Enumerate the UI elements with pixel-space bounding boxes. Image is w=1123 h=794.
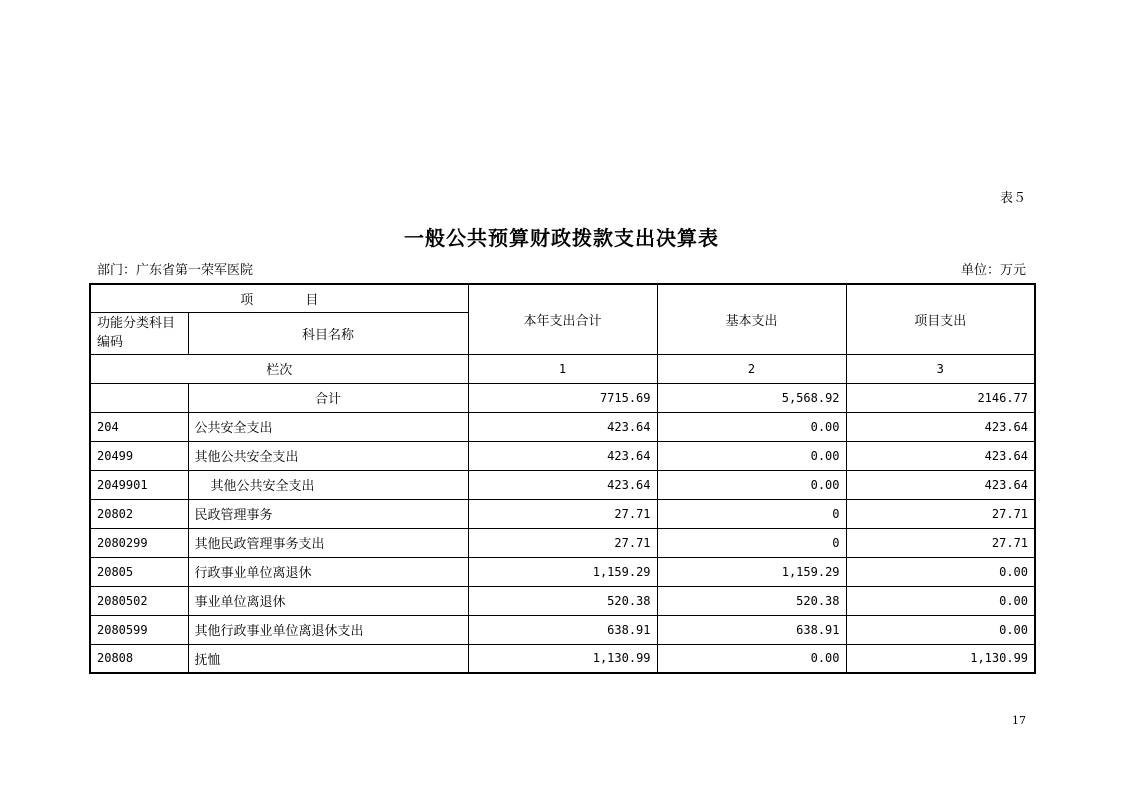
row-basic: 0.00 (657, 644, 846, 673)
row-total: 423.64 (468, 470, 657, 499)
row-code: 204 (90, 412, 188, 441)
total-basic: 5,568.92 (657, 383, 846, 412)
table-row (90, 470, 1035, 499)
row-project: 1,130.99 (846, 644, 1035, 673)
row-code: 2049901 (90, 470, 188, 499)
row-name: 其他行政事业单位离退休支出 (188, 615, 468, 644)
row-name: 抚恤 (188, 644, 468, 673)
row-project: 27.71 (846, 499, 1035, 528)
table-row (90, 528, 1035, 557)
row-total: 1,130.99 (468, 644, 657, 673)
row-project: 423.64 (846, 470, 1035, 499)
sequence-1: 1 (468, 354, 657, 383)
sequence-2: 2 (657, 354, 846, 383)
sequence-3: 3 (846, 354, 1035, 383)
header-basic: 基本支出 (657, 284, 846, 354)
row-total: 27.71 (468, 499, 657, 528)
row-total: 423.64 (468, 441, 657, 470)
table-row (90, 412, 1035, 441)
row-name: 其他民政管理事务支出 (188, 528, 468, 557)
row-code: 20802 (90, 499, 188, 528)
page-title: 一般公共预算财政拨款支出决算表 (404, 226, 719, 250)
row-code: 20499 (90, 441, 188, 470)
department-label: 部门：广东省第一荣军医院 (97, 263, 254, 278)
row-code: 20808 (90, 644, 188, 673)
row-project: 423.64 (846, 412, 1035, 441)
header-code: 功能分类科目编码 (90, 312, 188, 354)
row-total: 520.38 (468, 586, 657, 615)
page-number: 17 (1012, 714, 1026, 727)
row-total: 638.91 (468, 615, 657, 644)
row-basic: 0.00 (657, 441, 846, 470)
row-total: 27.71 (468, 528, 657, 557)
sequence-label: 栏次 (90, 354, 468, 383)
row-total: 1,159.29 (468, 557, 657, 586)
total-total: 7715.69 (468, 383, 657, 412)
table-row (90, 499, 1035, 528)
expenditure-table (89, 283, 1036, 674)
row-name: 其他公共安全支出 (188, 441, 468, 470)
total-project: 2146.77 (846, 383, 1035, 412)
row-basic: 0.00 (657, 412, 846, 441)
row-basic: 520.38 (657, 586, 846, 615)
row-name: 民政管理事务 (188, 499, 468, 528)
header-total: 本年支出合计 (468, 284, 657, 354)
table-row (90, 644, 1035, 673)
row-project: 27.71 (846, 528, 1035, 557)
row-name: 公共安全支出 (188, 412, 468, 441)
table-row (90, 441, 1035, 470)
header-project: 项目支出 (846, 284, 1035, 354)
row-name: 事业单位离退休 (188, 586, 468, 615)
row-code: 20805 (90, 557, 188, 586)
row-basic: 0 (657, 499, 846, 528)
table-row (90, 557, 1035, 586)
row-name: 其他公共安全支出 (188, 470, 468, 499)
row-basic: 1,159.29 (657, 557, 846, 586)
row-project: 0.00 (846, 586, 1035, 615)
table-row (90, 615, 1035, 644)
total-row (90, 383, 1035, 412)
row-basic: 0 (657, 528, 846, 557)
header-name: 科目名称 (188, 312, 468, 354)
row-code: 2080599 (90, 615, 188, 644)
row-code: 2080502 (90, 586, 188, 615)
row-project: 0.00 (846, 557, 1035, 586)
sequence-row (90, 354, 1035, 383)
table-number: 表５ (999, 191, 1026, 206)
unit-label: 单位：万元 (960, 263, 1026, 278)
total-code (90, 383, 188, 412)
table-row (90, 586, 1035, 615)
row-total: 423.64 (468, 412, 657, 441)
row-project: 0.00 (846, 615, 1035, 644)
total-label: 合计 (188, 383, 468, 412)
row-basic: 0.00 (657, 470, 846, 499)
row-name: 行政事业单位离退休 (188, 557, 468, 586)
row-code: 2080299 (90, 528, 188, 557)
header-row (90, 284, 1035, 312)
row-basic: 638.91 (657, 615, 846, 644)
row-project: 423.64 (846, 441, 1035, 470)
header-item: 项 目 (90, 284, 468, 312)
